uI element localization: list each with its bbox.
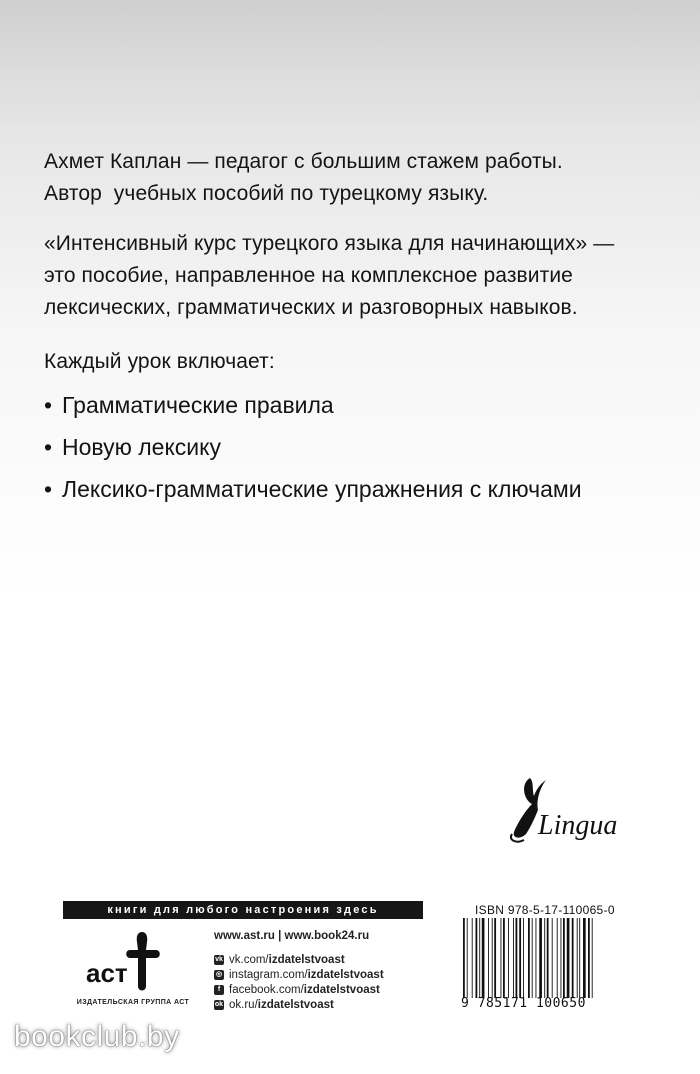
barcode-bar xyxy=(563,918,565,998)
publisher-slogan: книги для любого настроения здесь xyxy=(63,901,423,919)
lingua-series-logo xyxy=(500,770,635,850)
barcode-bar xyxy=(588,918,590,998)
author-bio-line-1: Ахмет Каплан — педагог с большим стажем работы. xyxy=(44,150,563,173)
barcode-bar xyxy=(519,918,521,998)
description-line-3: лексических, грамматических и разговорных навыков. xyxy=(44,296,578,319)
isbn-label: ISBN 978-5-17-110065-0 xyxy=(475,903,615,917)
barcode-bar xyxy=(494,918,496,998)
social-link-ok[interactable] xyxy=(214,997,384,1012)
barcode-bar xyxy=(532,918,533,998)
social-link-handle: izdatelstvoast xyxy=(268,953,345,966)
barcode-bar xyxy=(463,918,465,998)
barcode-bar xyxy=(552,918,553,998)
ast-logo-text: аст xyxy=(86,958,128,988)
barcode-bar xyxy=(516,918,518,998)
watermark: bookclub.by xyxy=(14,1020,180,1053)
social-link-handle: izdatelstvoast xyxy=(307,968,384,981)
barcode-bar xyxy=(577,918,578,998)
list-item xyxy=(44,432,684,474)
social-link-vk[interactable] xyxy=(214,952,384,967)
author-bio-line-2: Автор учебных пособий по турецкому языку. xyxy=(44,182,489,205)
list-item xyxy=(44,390,684,432)
barcode-bar xyxy=(579,918,580,998)
ean-digits: 9 785171 100650 xyxy=(461,996,586,1011)
social-link-prefix: facebook.com/ xyxy=(229,983,304,996)
barcode-bar xyxy=(523,918,524,998)
publisher-caption: ИЗДАТЕЛЬСКАЯ ГРУППА АСТ xyxy=(76,999,190,1006)
lesson-intro: Каждый урок включает: xyxy=(44,350,275,373)
barcode-bar xyxy=(557,918,558,998)
description-line-1: «Интенсивный курс турецкого языка для начинающих» — xyxy=(44,232,615,255)
barcode-bar xyxy=(508,918,509,998)
bullet-icon: • xyxy=(44,434,53,460)
description-line-2: это пособие, направленное на комплексное развитие xyxy=(44,264,573,287)
lingua-logo-text: Lingua xyxy=(538,810,618,841)
ok-icon: ok xyxy=(214,1000,224,1008)
vk-icon: vk xyxy=(215,955,223,963)
social-link-prefix: ok.ru/ xyxy=(229,998,258,1011)
barcode-bars xyxy=(463,918,628,998)
barcode-bar xyxy=(561,918,562,998)
lesson-items-list xyxy=(44,390,684,516)
barcode-bar xyxy=(472,918,473,998)
barcode-bar xyxy=(547,918,549,998)
barcode-bar xyxy=(513,918,514,998)
social-link-instagram[interactable] xyxy=(214,967,384,982)
barcode-bar xyxy=(536,918,537,998)
barcode-bar xyxy=(528,918,530,998)
social-link-handle: izdatelstvoast xyxy=(303,983,380,996)
barcode-bar xyxy=(544,918,545,998)
ast-publisher-logo xyxy=(80,928,180,998)
social-link-facebook[interactable] xyxy=(214,982,384,997)
publisher-websites[interactable]: www.ast.ru | www.book24.ru xyxy=(214,930,370,942)
barcode-bar xyxy=(572,918,574,998)
barcode-bar xyxy=(476,918,478,998)
social-link-prefix: instagram.com/ xyxy=(229,968,308,981)
barcode-bar xyxy=(503,918,505,998)
barcode-bar xyxy=(592,918,593,998)
book-description xyxy=(44,228,674,324)
social-link-handle: izdatelstvoast xyxy=(257,998,334,1011)
barcode-bar xyxy=(479,918,480,998)
barcode-bar xyxy=(482,918,485,998)
list-item xyxy=(44,474,684,516)
publisher-links xyxy=(214,930,384,1012)
barcode-bar xyxy=(492,918,493,998)
bullet-icon: • xyxy=(44,392,53,418)
author-bio xyxy=(44,146,674,210)
barcode-bar xyxy=(567,918,570,998)
barcode-bar xyxy=(488,918,489,998)
list-item-text: Новую лексику xyxy=(62,434,221,460)
instagram-icon: ◎ xyxy=(215,970,223,978)
barcode-bar xyxy=(467,918,468,998)
social-link-prefix: vk.com/ xyxy=(229,953,269,966)
list-item-text: Грамматические правила xyxy=(62,392,334,418)
list-item-text: Лексико-грамматические упражнения с ключами xyxy=(62,476,582,502)
bullet-icon: • xyxy=(44,476,53,502)
barcode-bar xyxy=(583,918,586,998)
facebook-icon: f xyxy=(214,985,224,995)
barcode-bar xyxy=(501,918,502,998)
isbn-barcode xyxy=(453,898,638,1020)
barcode-bar xyxy=(539,918,542,998)
